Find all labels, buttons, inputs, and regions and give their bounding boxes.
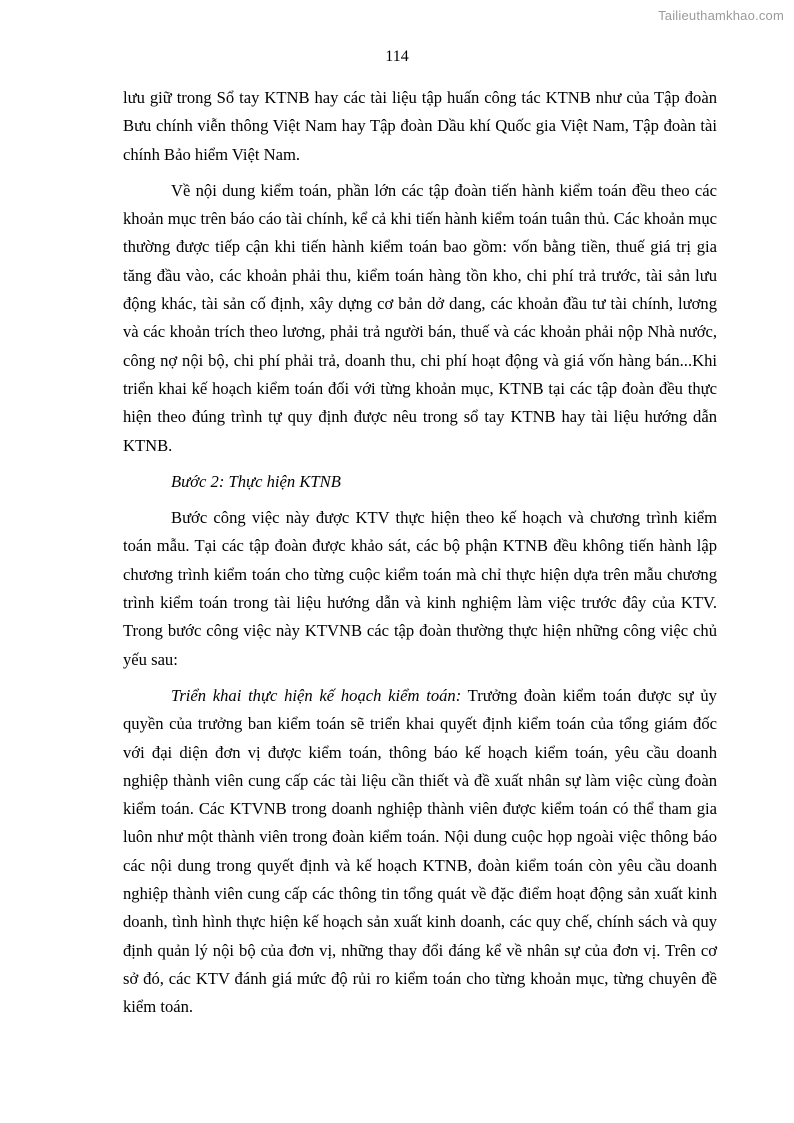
paragraph-4-body: Trưởng đoàn kiểm toán được sự ủy quyền của trưởng ban kiểm toán sẽ triển khai quyết định kiểm toán của tổng giám đốc với đại diện đơn vị được kiểm toán, thông báo kế hoạch kiểm toán, yêu cầu doanh nghiệp thành viên cung cấp các tài liệu cần thiết và đề xuất nhân sự làm việc cùng đoàn kiểm toán. Các KTVNB trong doanh nghiệp thành viên được kiểm toán có thể tham gia luôn như một thành viên trong đoàn kiểm toán. Nội dung cuộc họp ngoài việc thông báo các nội dung trong quyết định và kế hoạch KTNB, đoàn kiểm toán còn yêu cầu doanh nghiệp thành viên cung cấp các thông tin tổng quát về đặc điểm hoạt động sản xuất kinh doanh, tình hình thực hiện kế hoạch sản xuất kinh doanh, các quy chế, chính sách và quy định quản lý nội bộ của đơn vị, những thay đổi đáng kể về nhân sự của đơn vị. Trên cơ sở đó, các KTV đánh giá mức độ rủi ro kiểm toán cho từng khoản mục, từng chuyên đề kiểm toán. (123, 685, 717, 1017)
paragraph-4-lead: Triển khai thực hiện kế hoạch kiểm toán: (171, 685, 462, 705)
paragraph-2: Về nội dung kiểm toán, phần lớn các tập đoàn tiến hành kiểm toán đều theo các khoản mục trên báo cáo tài chính, kể cả khi tiến hành kiểm toán tuân thủ. Các khoản mục thường được tiếp cận khi tiến hành kiểm toán bao gồm: vốn bằng tiền, thuế giá trị gia tăng đầu vào, các khoản phải thu, kiểm toán hàng tồn kho, chi phí trả trước, tài sản lưu động khác, tài sản cố định, xây dựng cơ bản dở dang, các khoản đầu tư tài chính, lương và các khoản trích theo lương, phải trả người bán, thuế và các khoản phải nộp Nhà nước, công nợ nội bộ, chi phí phải trả, doanh thu, chi phí hoạt động và giá vốn hàng bán...Khi triển khai kế hoạch kiểm toán đối với từng khoản mục, KTNB tại các tập đoàn đều thực hiện theo đúng trình tự quy định được nêu trong sổ tay KTNB hay tài liệu hướng dẫn KTNB. (123, 180, 717, 455)
document-body (123, 84, 717, 1030)
paragraph-1: lưu giữ trong Sổ tay KTNB hay các tài liệu tập huấn công tác KTNB như của Tập đoàn Bưu chính viễn thông Việt Nam hay Tập đoàn Dầu khí Quốc gia Việt Nam, Tập đoàn tài chính Bảo hiểm Việt Nam. (123, 88, 717, 164)
paragraph-3: Bước công việc này được KTV thực hiện theo kế hoạch và chương trình kiểm toán mẫu. Tại các tập đoàn được khảo sát, các bộ phận KTNB đều không tiến hành lập chương trình kiểm toán cho từng cuộc kiểm toán mà chỉ thực hiện dựa trên mẫu chương trình kiểm toán trong tài liệu hướng dẫn và kinh nghiệm làm việc trước đây của KTV. Trong bước công việc này KTVNB các tập đoàn thường thực hiện những công việc chủ yếu sau: (123, 508, 717, 669)
section-heading-step-2: Bước 2: Thực hiện KTNB (171, 471, 341, 491)
paragraph-4 (123, 682, 717, 1022)
page-number: 114 (385, 48, 409, 65)
watermark: Tailieuthamkhao.com (658, 8, 784, 23)
